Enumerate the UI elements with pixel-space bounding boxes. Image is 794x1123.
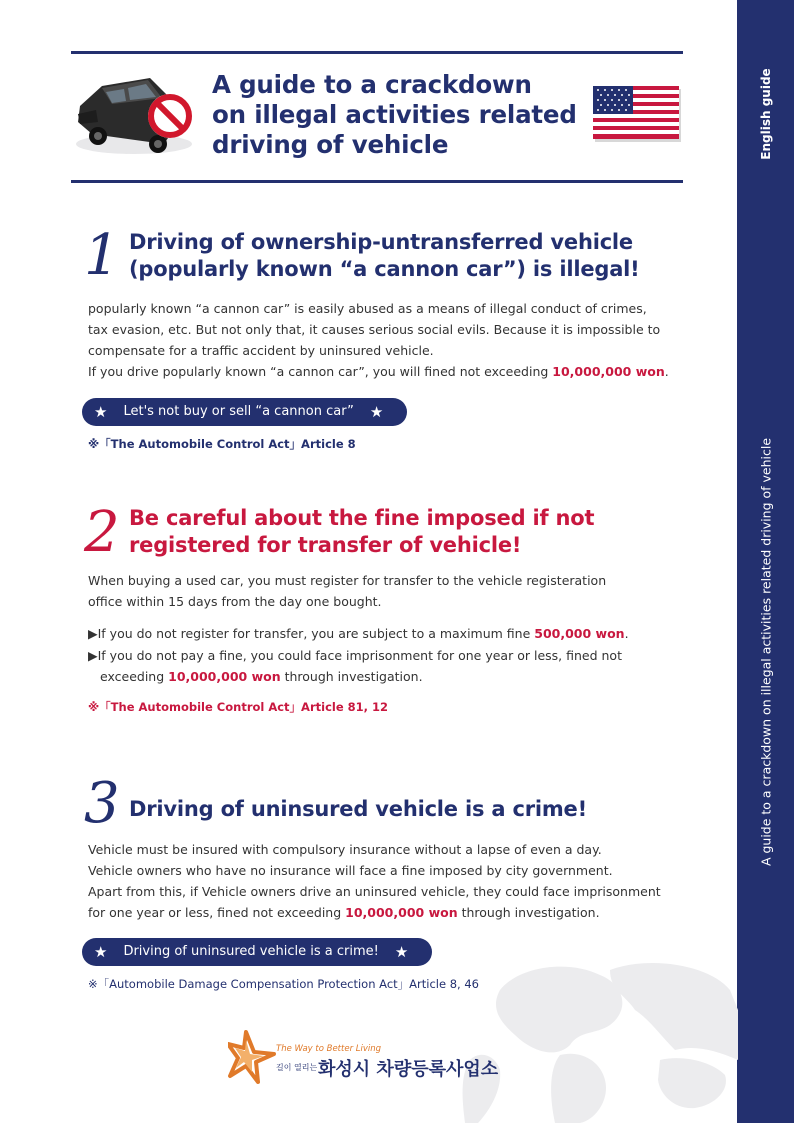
section-3-slogan: Driving of uninsured vehicle is a crime! xyxy=(123,944,379,959)
page-title xyxy=(212,70,592,160)
section-1-body-line-1: popularly known “a cannon car” is easily abused as a means of illegal conduct of crimes, xyxy=(88,301,647,316)
section-1-title-line-2: (popularly known “a cannon car”) is illegal! xyxy=(129,257,640,281)
hwaseong-logo-icon xyxy=(228,1030,278,1085)
star-icon: ★ xyxy=(369,403,384,421)
section-3-fine-end: through investigation. xyxy=(457,905,600,920)
page-title-line-2: on illegal activities related xyxy=(212,100,577,129)
section-2-bullet-1-text: ▶If you do not register for transfer, you are subject to a maximum fine xyxy=(88,626,535,641)
us-flag-icon xyxy=(593,86,681,142)
section-2-body xyxy=(88,570,698,612)
section-3-body-line-2: Vehicle owners who have no insurance will face a fine imposed by city government. xyxy=(88,863,613,878)
header-top-rule xyxy=(71,51,683,54)
section-2-bullet-2-line-1: ▶If you do not pay a fine, you could face imprisonment for one year or less, fined not xyxy=(88,648,622,663)
section-3-body-line-3: Apart from this, if Vehicle owners drive an uninsured vehicle, they could face imprisonment xyxy=(88,884,661,899)
section-1-fine-line xyxy=(88,361,698,382)
star-icon: ★ xyxy=(94,403,108,421)
section-2-number: 2 xyxy=(84,500,120,565)
section-3-body-line-1: Vehicle must be insured with compulsory insurance without a lapse of even a day. xyxy=(88,842,602,857)
section-1-fine-amount: 10,000,000 won xyxy=(552,364,665,379)
section-1-reference: ※「The Automobile Control Act」Article 8 xyxy=(88,437,356,451)
section-1-fine-text: If you drive popularly known “a cannon car”, you will fined not exceeding xyxy=(88,364,553,379)
section-2-bullet-1-amount: 500,000 won xyxy=(534,626,625,641)
section-3-fine-amount: 10,000,000 won xyxy=(345,905,458,920)
section-1-body-line-3: compensate for a traffic accident by uninsured vehicle. xyxy=(88,343,434,358)
footer-tagline: The Way to Better Living xyxy=(276,1044,382,1054)
section-2-bullet-1 xyxy=(88,623,698,644)
section-3-fine-line xyxy=(88,902,698,923)
section-3-slogan-pill xyxy=(82,938,432,966)
section-1-title-line-1: Driving of ownership-untransferred vehicle xyxy=(129,230,633,254)
section-2-bullet-2-text: exceeding xyxy=(100,669,169,684)
section-2-title-line-2: registered for transfer of vehicle! xyxy=(129,533,522,557)
section-3-number: 3 xyxy=(84,771,120,836)
star-icon: ★ xyxy=(94,943,108,961)
section-1-title xyxy=(129,229,640,283)
footer-org-name: 화성시 차량등록사업소 xyxy=(318,1059,499,1080)
world-map-decoration xyxy=(460,950,738,1123)
section-3-reference: ※「Automobile Damage Compensation Protection Act」Article 8, 46 xyxy=(88,977,479,991)
section-1-body xyxy=(88,298,698,382)
section-1-slogan-pill xyxy=(82,398,407,426)
section-2-reference: ※「The Automobile Control Act」Article 81, 12 xyxy=(88,700,389,714)
car-no-entry-icon xyxy=(72,64,202,164)
header-bottom-rule xyxy=(71,180,683,183)
section-1-body-line-2: tax evasion, etc. But not only that, it causes serious social evils. Because it is impossible to xyxy=(88,322,661,337)
section-3-fine-text: for one year or less, fined not exceeding xyxy=(88,905,346,920)
section-2-bullet-2-line-2 xyxy=(88,666,698,687)
section-2-title-line-1: Be careful about the fine imposed if not xyxy=(129,506,595,530)
section-2-bullets xyxy=(88,623,698,687)
section-1-fine-end: . xyxy=(664,364,669,379)
page-title-line-1: A guide to a crackdown xyxy=(212,70,532,99)
sidebar-long-label: A guide to a crackdown on illegal activities related driving of vehicle xyxy=(758,437,774,867)
sidebar-short-label: English guide xyxy=(759,68,773,160)
star-icon: ★ xyxy=(394,943,409,961)
section-2-title xyxy=(129,505,594,559)
section-1-number: 1 xyxy=(84,223,120,288)
section-1-slogan: Let's not buy or sell “a cannon car” xyxy=(123,404,354,419)
section-2-body-line-2: office within 15 days from the day one bought. xyxy=(88,594,382,609)
section-2-bullet-2-end: through investigation. xyxy=(280,669,423,684)
footer-sub: 길이 열리는 xyxy=(276,1063,318,1072)
section-2-body-line-1: When buying a used car, you must register for transfer to the vehicle registeration xyxy=(88,573,607,588)
section-3-body xyxy=(88,839,698,923)
section-2-bullet-2-amount: 10,000,000 won xyxy=(168,669,281,684)
page-title-line-3: driving of vehicle xyxy=(212,130,449,159)
section-2-bullet-1-end: . xyxy=(624,626,629,641)
section-3-title: Driving of uninsured vehicle is a crime! xyxy=(129,797,587,821)
